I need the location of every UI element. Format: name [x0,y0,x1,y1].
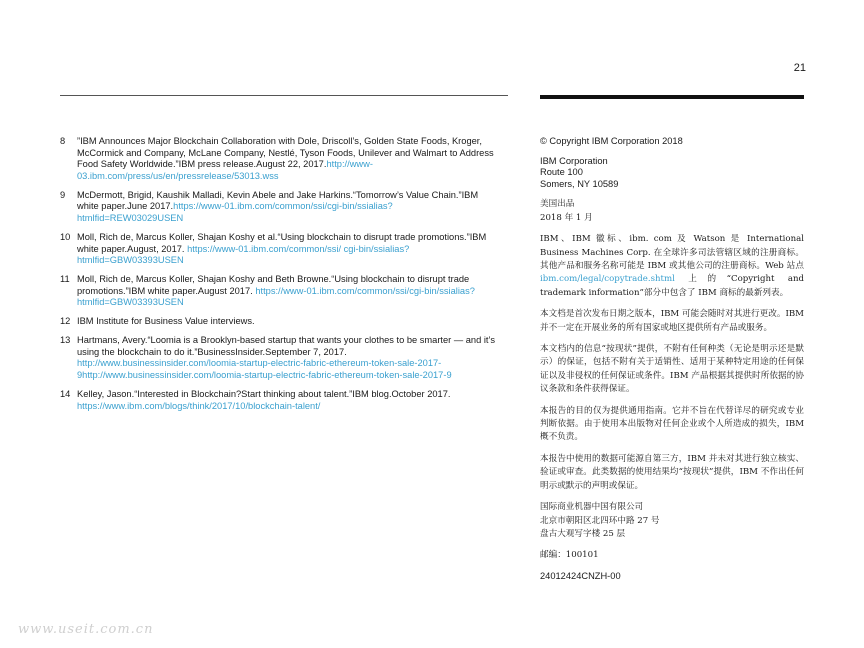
endnote-text: McDermott, Brigid, Kaushik Malladi, Kevin Abele and Jake Harkins.“Tomorrow’s Value Chain.”IBM white paper.June 2017. [77,189,479,212]
address-en [540,156,804,191]
endnote-link[interactable]: https://www.ibm.com/blogs/think/2017/10/blockchain-talent/ [77,400,321,411]
endnotes-list [60,136,496,420]
endnote-body [77,274,496,309]
endnote-number: 10 [60,231,71,242]
published-date: 2018 年 1 月 [540,212,593,223]
trademark-text-end: 上的“Copyright and trademark information”部分中包含了 IBM 商标的最新列表。 [540,274,804,298]
copyright-line: © Copyright IBM Corporation 2018 [540,136,683,146]
endnote [60,316,496,328]
endnote-text: Moll, Rich de, Marcus Koller, Shajan Koshy and Beth Browne.“Using blockchain to disrupt trade promotions.”IBM white paper.August 2017. [77,274,470,296]
endnote-body [77,316,496,328]
endnote-body [77,190,496,225]
publication-info [540,198,804,225]
trademark-text: IBM、IBM 徽标、ibm. com 及 Watson 是 International Business Machines Corp. 在全球许多司法管辖区域的注册商标。其他产品和服务名称可能是 IBM 或其他公司的注册商标。Web 站点 [540,234,804,271]
endnote-text: Hartmans, Avery.“Loomia is a Brooklyn-based startup that wants your clothes to be smarter — and it’s using the blockchain to do it.”BusinessInsider.September 7, 2017. [77,335,496,357]
endnote-body [77,389,496,412]
address-cn [540,501,804,541]
copytrade-link[interactable]: ibm.com/legal/copytrade.shtml [540,274,675,285]
divider-left [60,95,508,96]
legal-column [540,136,804,590]
watermark: www.useit.com.cn [18,622,154,637]
endnote [60,136,496,182]
endnote [60,190,496,225]
postcode: 邮编：100101 [540,550,599,561]
address-line: 盘古大观写字楼 25 层 [540,528,626,539]
endnote [60,232,496,267]
address-line: 北京市朝阳区北四环中路 27 号 [540,515,660,526]
address-line: 国际商业机器中国有限公司 [540,502,644,513]
endnote-text: Kelley, Jason.“Interested in Blockchain?Start thinking about talent.”IBM blog.October 2017. [77,389,451,400]
endnote-body [77,335,496,381]
endnote-text: IBM Institute for Business Value interviews. [77,316,255,327]
endnote-link[interactable]: https://www-01.ibm.com/common/ssi/cgi-bin/ssialias?htmlfid=GBW03393USEN [77,285,475,308]
divider-right [540,95,804,99]
endnote-link[interactable]: http://www.businessinsider.com/loomia-startup-electric-fabric-ethereum-token-sale-2017-9http://www.businessinsider.com/loomia-startup-electric-fabric-ethereum-token-sale-2017-9 [77,358,452,381]
endnote-number: 13 [60,335,71,346]
published-origin: 美国出品 [540,199,575,210]
endnote-text: ”IBM Announces Major Blockchain Collaboration with Dole, Driscoll’s, Golden State Foods, Kroger, McCormick and Company, McLane Company, Nestlé, Tyson Foods, Unilever and Walmart to Address Food Safety Worldwide.”IBM press release.August 22, 2017. [77,136,494,170]
endnote-body [77,136,496,182]
disclaimer-paragraph: 本文档内的信息“按现状”提供，不附有任何种类（无论是明示还是默示）的保证，包括不附有关于适销性、适用于某种特定用途的任何保证以及非侵权的任何保证或条件。IBM 产品根据其提供时所依据的协议条款和条件获得保证。 [540,344,804,395]
endnote-number: 12 [60,316,71,327]
endnote [60,389,496,412]
address-line: IBM Corporation [540,155,608,166]
endnote-link[interactable]: https://www-01.ibm.com/common/ssi/cgi-bin/ssialias?htmlfid=REW03029USEN [77,201,393,223]
endnote [60,274,496,309]
document-code: 24012424CNZH-00 [540,570,621,581]
endnote-text: Moll, Rich de, Marcus Koller, Shajan Koshy et al.“Using blockchain to disrupt trade promotions.”IBM white paper.August, 2017. [77,231,487,254]
trademark-paragraph [540,233,804,300]
disclaimer-paragraph: 本报告的目的仅为提供通用指南。它并不旨在代替详尽的研究或专业判断依据。由于使用本出版物对任何企业或个人所造成的损失，IBM 概不负责。 [540,405,804,443]
endnote-number: 8 [60,136,66,146]
disclaimer-paragraph: 本报告中使用的数据可能源自第三方，IBM 并未对其进行独立核实、验证或审查。此类数据的使用结果均“按现状”提供，IBM 不作出任何明示或默示的声明或保证。 [540,453,804,491]
address-line: Route 100 [540,167,583,178]
endnote-link[interactable]: https://www-01.ibm.com/common/ssi/ cgi-bin/ssialias?htmlfid=GBW03393USEN [77,243,410,266]
disclaimer-paragraph: 本文档是首次发布日期之版本，IBM 可能会随时对其进行更改。IBM 并不一定在开展业务的所有国家或地区提供所有产品或服务。 [540,309,804,333]
page-number: 21 [793,62,806,74]
endnote [60,335,496,381]
endnote-number: 14 [60,389,71,400]
endnote-link[interactable]: http://www-03.ibm.com/press/us/en/pressrelease/53013.wss [77,159,373,181]
endnote-number: 11 [60,274,70,285]
endnote-body [77,232,496,267]
address-line: Somers, NY 10589 [540,178,619,189]
endnote-number: 9 [60,189,66,200]
